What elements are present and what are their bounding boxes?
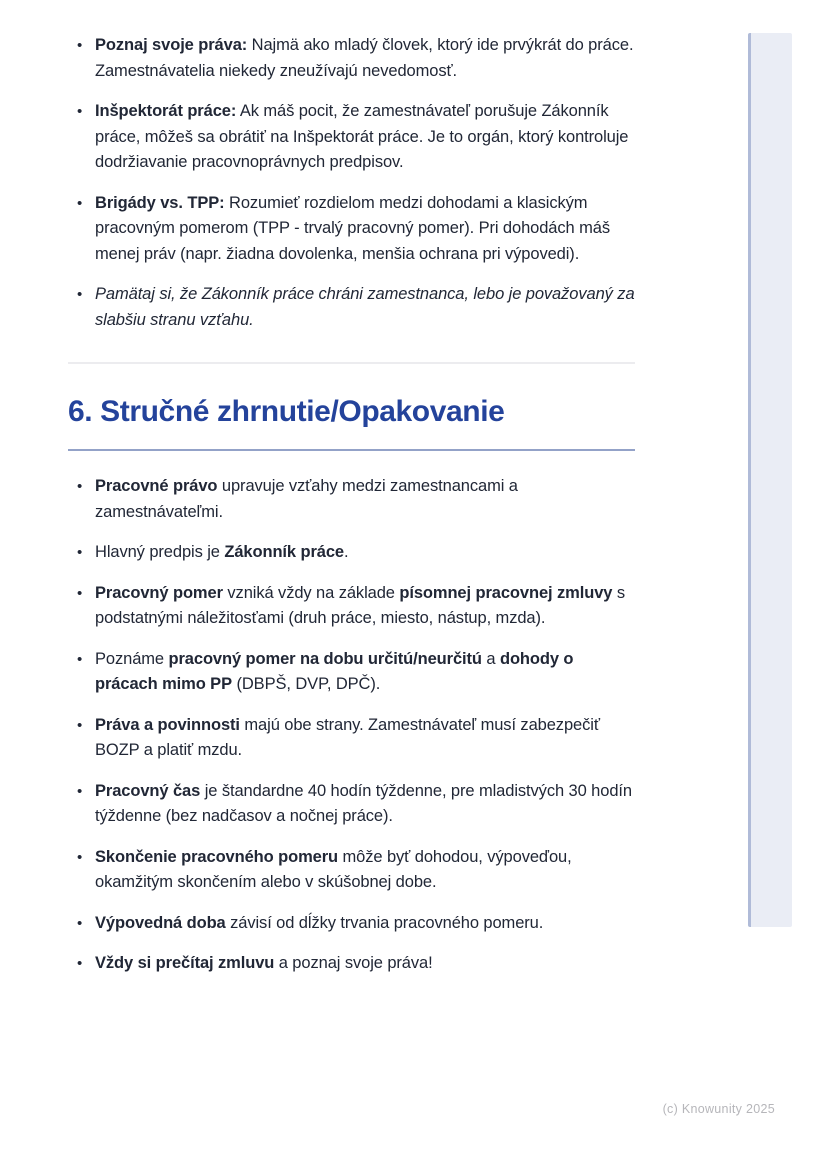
list-item-text <box>95 845 635 896</box>
text-bold-segment: pracovný pomer na dobu určitú/neurčitú <box>168 649 482 668</box>
bullet-marker: • <box>77 194 83 212</box>
list-item-text <box>95 191 635 268</box>
text-bold-segment: Skončenie pracovného pomeru <box>95 847 339 866</box>
list-item-text <box>95 911 635 937</box>
intro-bullet-list <box>68 33 635 333</box>
list-item-text <box>95 647 635 698</box>
text-segment: a <box>481 649 500 668</box>
text-segment: majú obe strany. Zamestnávateľ musí zabezpečiť BOZP a platiť mzdu. <box>95 715 600 760</box>
section-heading: 6. Stručné zhrnutie/Opakovanie <box>68 395 505 428</box>
text-segment: je štandardne 40 hodín týždenne, pre mladistvých 30 hodín týždenne (bez nadčasov a nočnej práce). <box>95 781 632 826</box>
list-item-text <box>95 282 635 333</box>
text-segment: závisí od dĺžky trvania pracovného pomeru. <box>225 913 544 932</box>
text-bold-segment: dohody o prácach mimo PP <box>95 649 574 694</box>
text-segment: Ak máš pocit, že zamestnávateľ porušuje Zákonník práce, môžeš sa obrátiť na Inšpektorát práce. Je to orgán, ktorý kontroluje dodržiavanie pracovnoprávnych predpisov. <box>95 102 629 171</box>
list-item-text <box>95 779 635 830</box>
list-item <box>68 911 635 937</box>
text-segment: môže byť dohodou, výpoveďou, okamžitým skončením alebo v skúšobnej dobe. <box>95 847 572 892</box>
bullet-marker: • <box>77 37 83 54</box>
bullet-marker: • <box>77 584 83 602</box>
list-item <box>68 951 635 977</box>
list-item <box>68 581 635 632</box>
text-bold-segment: Inšpektorát práce: <box>95 102 237 120</box>
summary-bullet-list <box>68 474 635 977</box>
list-item-text <box>95 99 635 176</box>
text-bold-segment: Zákonník práce <box>224 543 345 562</box>
list-item <box>68 99 635 176</box>
text-segment: Najmä ako mladý človek, ktorý ide prvýkrát do práce. Zamestnávatelia niekedy zneužívajú nevedomosť. <box>95 36 634 80</box>
list-item-text <box>95 951 635 977</box>
list-item <box>68 779 635 830</box>
list-item-text <box>95 474 635 525</box>
bullet-marker: • <box>77 103 83 120</box>
text-bold-segment: Výpovedná doba <box>95 913 226 932</box>
text-segment: (DBPŠ, DVP, DPČ). <box>231 675 381 694</box>
text-segment: upravuje vzťahy medzi zamestnancami a zamestnávateľmi. <box>95 477 518 521</box>
bullet-marker: • <box>77 782 83 800</box>
list-item <box>68 540 635 566</box>
list-item-text <box>95 581 635 632</box>
text-segment: Rozumieť rozdielom medzi dohodami a klasickým pracovným pomerom (TPP - trvalý pracovný pomer). Pri dohodách máš menej práv (napr. žiadna dovolenka, menšia ochrana pri výpovedi). <box>95 193 610 263</box>
list-item <box>68 33 635 84</box>
list-item <box>68 191 635 268</box>
text-segment: Hlavný predpis je <box>95 543 225 562</box>
list-item-text <box>95 713 635 764</box>
scrollbar-thumb[interactable] <box>748 33 792 927</box>
bullet-marker: • <box>77 848 83 866</box>
text-bold-segment: Pracovný pomer <box>95 583 223 602</box>
copyright-footer: (c) Knowunity 2025 <box>662 1102 775 1116</box>
list-item-text <box>95 33 635 84</box>
list-item <box>68 845 635 896</box>
bullet-marker: • <box>77 914 83 932</box>
bullet-marker: • <box>77 650 83 668</box>
list-item <box>68 474 635 525</box>
bullet-marker: • <box>77 544 83 562</box>
bullet-marker: • <box>77 286 83 303</box>
bullet-marker: • <box>77 955 83 973</box>
text-bold-segment: Pracovný čas <box>95 781 201 800</box>
text-segment: vzniká vždy na základe <box>222 583 400 602</box>
text-segment: Poznáme <box>95 649 169 668</box>
text-bold-segment: Práva a povinnosti <box>95 715 240 734</box>
text-bold-segment: Vždy si prečítaj zmluvu <box>95 954 275 973</box>
text-bold-segment: Poznaj svoje práva: <box>95 36 248 54</box>
list-item-note-italic <box>68 282 635 333</box>
text-segment: . <box>344 543 349 562</box>
text-italic-segment: Pamätaj si, že Zákonník práce chráni zamestnanca, lebo je považovaný za slabšiu stranu vzťahu. <box>95 285 635 329</box>
text-bold-segment: písomnej pracovnej zmluvy <box>399 583 613 602</box>
bullet-marker: • <box>77 716 83 734</box>
bullet-marker: • <box>77 478 83 496</box>
text-segment: a poznaj svoje práva! <box>274 954 433 973</box>
document-page-content <box>68 33 635 977</box>
text-bold-segment: Brigády vs. TPP: <box>95 193 225 212</box>
list-item <box>68 713 635 764</box>
list-item-text <box>95 540 635 566</box>
text-segment: s podstatnými náležitosťami (druh práce, miesto, nástup, mzda). <box>95 583 625 628</box>
list-item <box>68 647 635 698</box>
section-divider <box>68 362 635 364</box>
heading-underline <box>68 449 635 451</box>
text-bold-segment: Pracovné právo <box>95 477 218 496</box>
